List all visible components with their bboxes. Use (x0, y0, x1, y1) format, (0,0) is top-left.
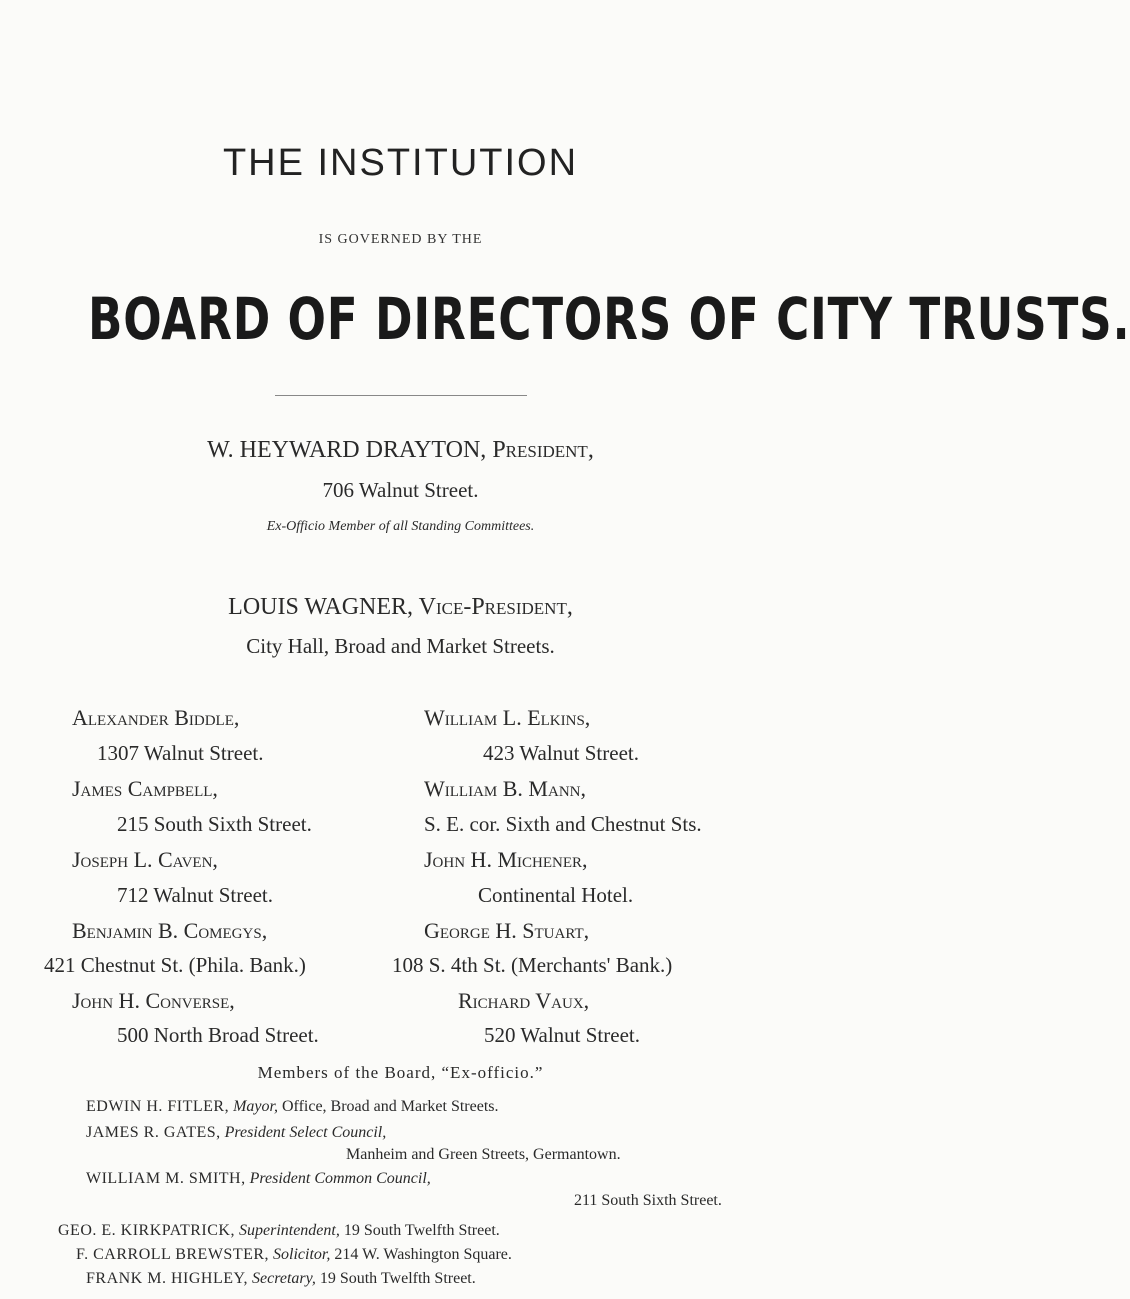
director-name: William L. Elkins, (424, 705, 591, 730)
divider-rule (275, 395, 527, 396)
member-title: President Common Council, (249, 1170, 431, 1187)
subtitle: IS GOVERNED BY THE (318, 232, 483, 247)
director-address: 421 Chestnut St. (Phila. Bank.) (44, 953, 306, 977)
board-heading: BOARD OF DIRECTORS OF CITY TRUSTS. (88, 285, 1130, 353)
director-address: 108 S. 4th St. (Merchants' Bank.) (392, 953, 673, 977)
president-name: W. HEYWARD DRAYTON, (207, 437, 487, 463)
member-name: EDWIN H. FITLER, (86, 1098, 230, 1115)
member-title: Mayor, (233, 1098, 278, 1115)
officer (76, 1246, 512, 1264)
director-address: 520 Walnut Street. (484, 1023, 640, 1047)
director-name: Richard Vaux, (458, 988, 590, 1013)
officer (86, 1270, 476, 1288)
ex-officio-member (86, 1124, 386, 1142)
officer-name: FRANK M. HIGHLEY, (86, 1270, 248, 1287)
member-name: WILLIAM M. SMITH, (86, 1170, 246, 1187)
director-name: John H. Michener, (424, 847, 588, 872)
vice-president-address: City Hall, Broad and Market Streets. (246, 634, 555, 658)
officer-address: 214 W. Washington Square. (334, 1246, 512, 1263)
member-address: 211 South Sixth Street. (574, 1192, 722, 1209)
director-address: 215 South Sixth Street. (117, 812, 312, 836)
director-address: 500 North Broad Street. (117, 1023, 319, 1047)
director-address: 1307 Walnut Street. (97, 741, 264, 765)
officer-title: Secretary, (252, 1270, 316, 1287)
director-address: Continental Hotel. (478, 883, 634, 907)
officer (58, 1222, 500, 1240)
director-name: Joseph L. Caven, (72, 847, 218, 872)
president-note: Ex-Officio Member of all Standing Committees. (266, 519, 535, 534)
ex-officio-member (86, 1098, 499, 1116)
ex-officio-heading: Members of the Board, “Ex-officio.” (257, 1063, 544, 1082)
ex-officio-member (86, 1170, 431, 1188)
officer-address: 19 South Twelfth Street. (319, 1270, 476, 1287)
officer-name: F. CARROLL BREWSTER, (76, 1246, 270, 1263)
member-title: President Select Council, (224, 1124, 387, 1141)
vice-president-role: Vice-President, (413, 594, 573, 620)
director-name: Benjamin B. Comegys, (72, 918, 268, 943)
officer-address: 19 South Twelfth Street. (343, 1222, 500, 1239)
vice-president-name: LOUIS WAGNER, (228, 594, 414, 620)
president-line (0, 437, 801, 464)
officer-title: Superintendent, (238, 1222, 340, 1239)
director-address: S. E. cor. Sixth and Chestnut Sts. (424, 812, 702, 836)
officer-title: Solicitor, (273, 1246, 331, 1263)
officer-name: GEO. E. KIRKPATRICK, (58, 1222, 235, 1239)
director-name: James Campbell, (72, 776, 218, 801)
director-name: William B. Mann, (424, 776, 586, 801)
director-name: Alexander Biddle, (72, 705, 240, 730)
member-address: Manheim and Green Streets, Germantown. (346, 1146, 621, 1163)
president-address: 706 Walnut Street. (322, 478, 479, 502)
director-name: George H. Stuart, (424, 918, 590, 943)
vice-president-line (0, 594, 801, 621)
director-address: 423 Walnut Street. (483, 741, 639, 765)
director-name: John H. Converse, (72, 988, 235, 1013)
president-role: President, (486, 437, 594, 463)
director-address: 712 Walnut Street. (117, 883, 273, 907)
member-name: JAMES R. GATES, (86, 1124, 221, 1141)
member-address: Office, Broad and Market Streets. (281, 1098, 499, 1115)
page-title: THE INSTITUTION (222, 142, 579, 184)
